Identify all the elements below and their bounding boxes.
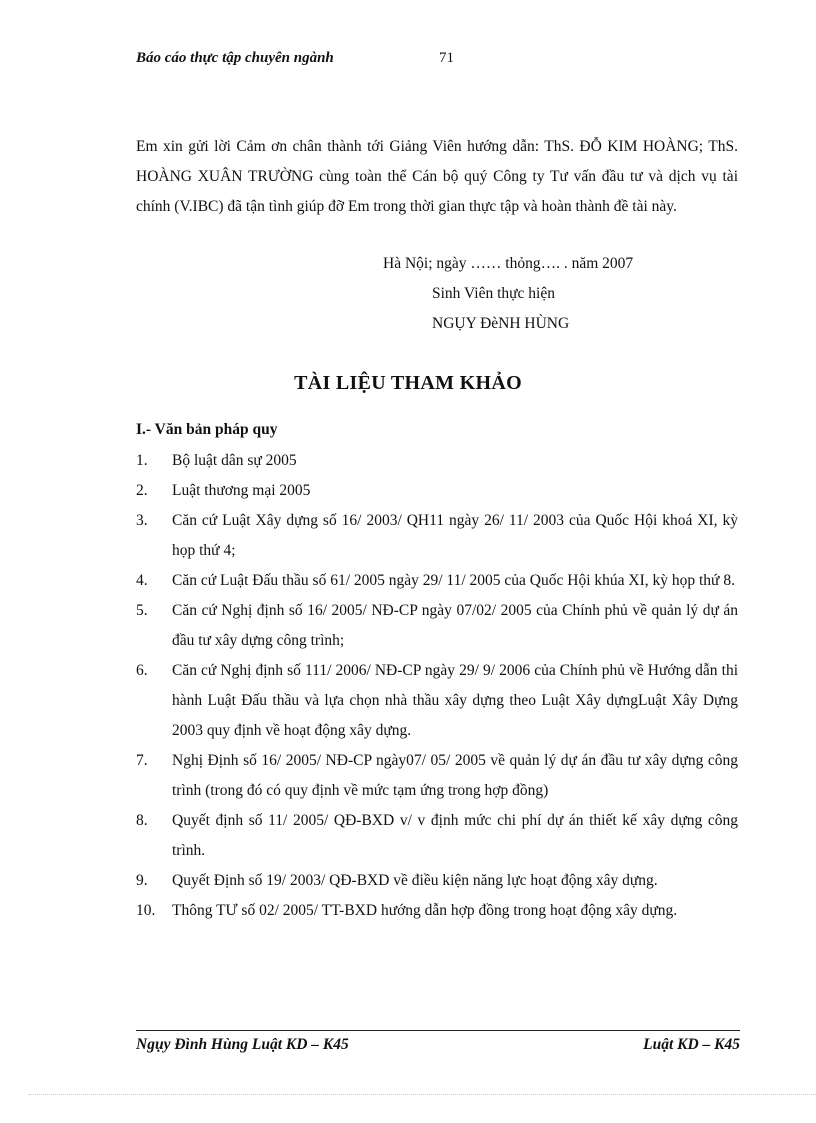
reference-text: Bộ luật dân sự 2005 [172, 452, 297, 469]
signature-date: Hà Nội; ngày …… thỏng…. . năm 2007 [383, 255, 634, 272]
reference-number: 2. [136, 482, 148, 499]
reference-item [136, 746, 738, 806]
reference-item [136, 476, 738, 506]
reference-item [136, 566, 738, 596]
reference-text: Quyết Định số 19/ 2003/ QĐ-BXD về điều kiện năng lực hoạt động xây dựng. [172, 872, 658, 889]
footer-author: Ngụy Đình Hùng Luật KD – K45 [136, 1036, 349, 1053]
reference-text: Căn cứ Luật Xây dựng số 16/ 2003/ QH11 ngày 26/ 11/ 2003 của Quốc Hội khoá XI, kỳ họp thứ 4; [172, 512, 738, 559]
section-heading: I.- Văn bản pháp quy [136, 421, 278, 438]
reference-text: Thông TƯ số 02/ 2005/ TT-BXD hướng dẫn hợp đồng trong hoạt động xây dựng. [172, 902, 678, 919]
signature-role: Sinh Viên thực hiện [432, 285, 555, 302]
reference-text: Căn cứ Nghị định số 111/ 2006/ NĐ-CP ngày 29/ 9/ 2006 của Chính phủ về Hướng dẫn thi hành Luật Đấu thầu và lựa chọn nhà thầu xây dựng theo Luật Xây dựngLuật Xây Dựng 2003 quy định về hoạt động xây dựng. [172, 662, 738, 739]
reference-text: Căn cứ Nghị định số 16/ 2005/ NĐ-CP ngày 07/02/ 2005 của Chính phủ về quản lý dự án đầu tư xây dựng công trình; [172, 602, 738, 649]
reference-number: 4. [136, 572, 148, 589]
reference-item [136, 896, 738, 926]
reference-item [136, 506, 738, 566]
footer-course: Luật KD – K45 [643, 1036, 740, 1053]
reference-text: Căn cứ Luật Đấu thầu số 61/ 2005 ngày 29/ 11/ 2005 của Quốc Hội khúa XI, kỳ họp thứ 8. [172, 572, 735, 589]
footer-divider [136, 1030, 740, 1031]
reference-number: 8. [136, 812, 148, 829]
acknowledgement-paragraph: Em xin gửi lời Cảm ơn chân thành tới Giảng Viên hướng dẫn: ThS. ĐỖ KIM HOÀNG; ThS. HOÀNG XUÂN TRƯỜNG cùng toàn thể Cán bộ quý Công ty Tư vấn đầu tư và dịch vụ tài chính (V.IBC) đã tận tình giúp đỡ Em trong thời gian thực tập và hoàn thành đề tài này. [136, 138, 738, 215]
page-bottom-dotted-line [28, 1094, 816, 1095]
reference-number: 10. [136, 902, 156, 919]
header-page-number: 71 [439, 50, 454, 66]
reference-number: 1. [136, 452, 148, 469]
reference-number: 3. [136, 512, 148, 529]
reference-text: Quyết định số 11/ 2005/ QĐ-BXD v/ v định mức chi phí dự án thiết kế xây dựng công trình. [172, 812, 738, 859]
reference-item [136, 656, 738, 746]
reference-text: Luật thương mại 2005 [172, 482, 311, 499]
reference-item [136, 806, 738, 866]
reference-item [136, 866, 738, 896]
references-title: TÀI LIỆU THAM KHẢO [294, 372, 522, 394]
reference-text: Nghị Định số 16/ 2005/ NĐ-CP ngày07/ 05/ 2005 về quản lý dự án đầu tư xây dựng công trình (trong đó có quy định về mức tạm ứng trong hợp đồng) [172, 752, 738, 799]
reference-number: 5. [136, 602, 148, 619]
reference-number: 7. [136, 752, 148, 769]
reference-item [136, 446, 738, 476]
header-title: Báo cáo thực tập chuyên ngành [136, 50, 334, 66]
reference-item [136, 596, 738, 656]
reference-list [136, 446, 738, 926]
signature-name: NGỤY ĐèNH HÙNG [432, 315, 570, 332]
reference-number: 6. [136, 662, 148, 679]
reference-number: 9. [136, 872, 148, 889]
